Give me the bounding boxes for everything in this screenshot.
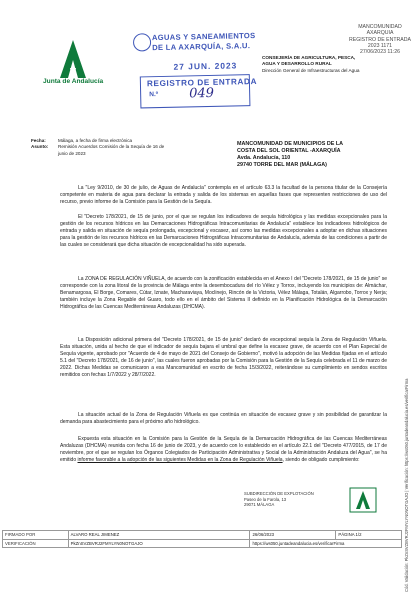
body-paragraph-2: El "Decreto 178/2021, de 15 de junio, por el que se regulan los indicadores de sequía hidrológica y las medidas excepcionales para la gestión de los recursos hídricos en las Demarcaciones Hidrográficas Intracomunitarias de Andalucía" establece los indicadores hidrológicos de entrada y salida en situación de sequía prolongada, excepcional y escasez, así como las medidas excepcionales a adoptar en dichas situaciones para la gestión de los recursos hídricos en las Demarcaciones Hidrográficas Intracomunitarias de Andalucía, además de las condiciones a partir de las cuales se considerará que dicha situación de excepcionalidad ha sido superada.	[60, 214, 387, 248]
body-paragraph-1: La "Ley 9/2010, de 30 de julio, de Aguas de Andalucía" contempla en el artículo 63.3 la facultad de la persona titular de la Consejería competente en materia de agua para declarar la entrada y salida de los sistemas en aquellas fases que representen restricciones de uso del recurso, previo informe de la Comisión para la Gestión de la Sequía.	[60, 185, 387, 205]
mancomunidad-line: REGISTRO DE ENTRADA	[349, 36, 411, 43]
body-paragraph-5: La situación actual de la Zona de Regulación Viñuela es que continúa en situación de escasez grave y sin posibilidad de garantizar la demanda para abastecimiento para el próximo año hidrológico.	[60, 412, 387, 425]
andalucia-seal-icon	[348, 486, 378, 514]
footer-cell: PÁGINA 1/2	[336, 531, 402, 540]
body-paragraph-6	[60, 436, 387, 464]
stamp-register-title: REGISTRO DE ENTRADA	[146, 76, 258, 89]
addressee-block	[237, 141, 397, 169]
addressee-line: MANCOMUNIDAD DE MUNICIPIOS DE LA	[237, 141, 344, 147]
sig-line: SUBDIRECCIÓN DE EXPLOTACIÓN	[244, 491, 314, 496]
fecha-value: Málaga, a fecha de firma electrónica	[58, 138, 133, 143]
mancomunidad-line: 2023 1171	[367, 42, 393, 49]
sig-line: 29071 MÁLAGA	[244, 502, 275, 508]
footer-cell: PkZnSVZBVRJ2FMYLYN0NOTGAJO	[68, 539, 250, 548]
direccion-general: Dirección General de Infraestructuras del Agua	[262, 67, 360, 73]
footer-cell: ALVARO REAL JIMENEZ	[68, 531, 250, 540]
footer-cell: 26/06/2023	[250, 531, 336, 540]
footer-link[interactable]: https://ws050.juntadeandalucia.es/verificarFirma	[250, 539, 402, 548]
mancomunidad-line: AXARQUIA	[366, 30, 394, 37]
stamp-entity-line1: AGUAS Y SANEAMIENTOS	[151, 31, 256, 43]
p6-intro: Expuesta esta situación en la Comisión para la Gestión de la Sequía de la Demarcación Hidrográfica de las Cuencas Mediterráneas Andaluzas (DHCMA) reunida con fecha 16 de junio de 2023, y de acuerdo con lo establecido en el artículo 22.1 del "Decreto 477/2015, de 17 de noviembre, por el que se regulan los Órganos Colegiados de Participación Administrativa y Social de la Administración Andaluza del Agua", se ha emitido	[60, 436, 387, 463]
stamp-date: 27 JUN. 2023	[173, 60, 238, 72]
side-validation-text: Cód. Validación: PkZnSVZBVRJ2FMYLYN0NOTGAJO | Verificación: https://ws050.juntadeandalucia.es/verificarFirma	[404, 378, 409, 592]
mancomunidad-registry-stamp	[345, 24, 415, 55]
body-paragraph-4: La Disposición adicional primera del "Decreto 178/2021, de 15 de junio" declaró de excepcional sequía la Zona de Regulación Viñuela. Esta situación, unida al hecho de que el indicador de sequía bajara el umbral que define la escasez grave, de acuerdo con el Plan Especial de Sequía vigente, aprobado por "Acuerdo de 4 de mayo de 2021 del Consejo de Gobierno", motivó la adopción de las Medidas fijadas en el artículo 5.1 del "Decreto 178/2021, de 16 de junio", las cuales fueron aprobadas por la Comisión para la Gestión de la Sequía celebrada el 11 de marzo de 2022. Dichas Medidas se comunicaron a esa Mancomunidad en escrito de fecha 15/3/2022, reiterándose su cumplimiento en sendos escritos remitidos con fechas 1/7/2022 y 28/7/2022.	[60, 337, 387, 378]
sig-line: Paseo de la Farola, 13	[244, 496, 287, 502]
asunto-value: Remisión Acuerdos Comisión de la Sequía de 16 de junio de 2023	[58, 144, 165, 156]
addressee-line: COSTA DEL SOL ORIENTAL -AXARQUÍA	[237, 148, 341, 155]
table-row	[3, 539, 402, 548]
stamp-register-box	[140, 74, 258, 108]
side-validation-stamp	[402, 322, 416, 602]
addressee-line: 29740 TORRE DEL MAR (MÁLAGA)	[237, 162, 327, 169]
junta-de-andalucia-logo-icon	[58, 38, 88, 80]
footer-cell: VERIFICACIÓN	[3, 539, 69, 548]
signature-address-block	[244, 491, 314, 508]
consejeria-name: CONSEJERÍA DE AGRICULTURA, PESCA,	[262, 55, 356, 60]
logo-name: Junta de Andalucía	[43, 78, 104, 85]
footer-cell: FIRMADO POR	[3, 531, 69, 540]
fecha-label: Fecha:	[31, 138, 46, 143]
mancomunidad-line: MANCOMUNIDAD	[358, 24, 402, 30]
consejeria-name-2: AGUA Y DESARROLLO RURAL	[262, 61, 332, 67]
stamp-entity-line2: DE LA AXARQUÍA, S.A.U.	[152, 41, 251, 53]
p6-favorable-report: informe favorable a la adopción de las siguientes Medidas en la Zona de Regulación Viñuela	[77, 456, 283, 463]
stamp-emblem-icon	[133, 33, 151, 51]
stamp-handwritten-number: 049	[189, 85, 215, 102]
registry-entry-stamp	[133, 28, 285, 143]
issuing-department	[262, 55, 402, 74]
mancomunidad-line: 27/06/2023 11:26	[360, 49, 400, 56]
letter-meta	[31, 138, 173, 157]
p6-outro: , siendo de obligado cumplimiento:	[282, 456, 360, 463]
asunto-label: Asunto:	[31, 144, 49, 150]
body-paragraph-3: La ZONA DE REGULACIÓN VIÑUELA, de acuerdo con la zonificación establecida en el Anexo I del "Decreto 178/2021, de 15 de junio" se corresponde con la zona litoral de la provincia de Málaga entre la desembocadura del río Vélez y Torrox, incluyendo los municipios de: Almáchar, Benamargosa, El Borge, Comares, Cútar, Iznate, Macharaviaya, Moclinejo, Rincón de la Victoria, Vélez Málaga, Totalán, Algarrobo, Torrox y Nerja; también incluye la Zona Regable del Guaro, todo ello en el ámbito del Sistema II definido en la Planificación Hidrológica de la Demarcación Hidrográfica de las Cuencas Mediterráneas Andaluzas (DHCMA).	[60, 276, 387, 310]
stamp-register-number-label: N.º	[149, 91, 159, 99]
addressee-line: Avda. Andalucía, 110	[237, 155, 291, 162]
signature-footer-table	[2, 530, 402, 548]
table-row	[3, 531, 402, 540]
